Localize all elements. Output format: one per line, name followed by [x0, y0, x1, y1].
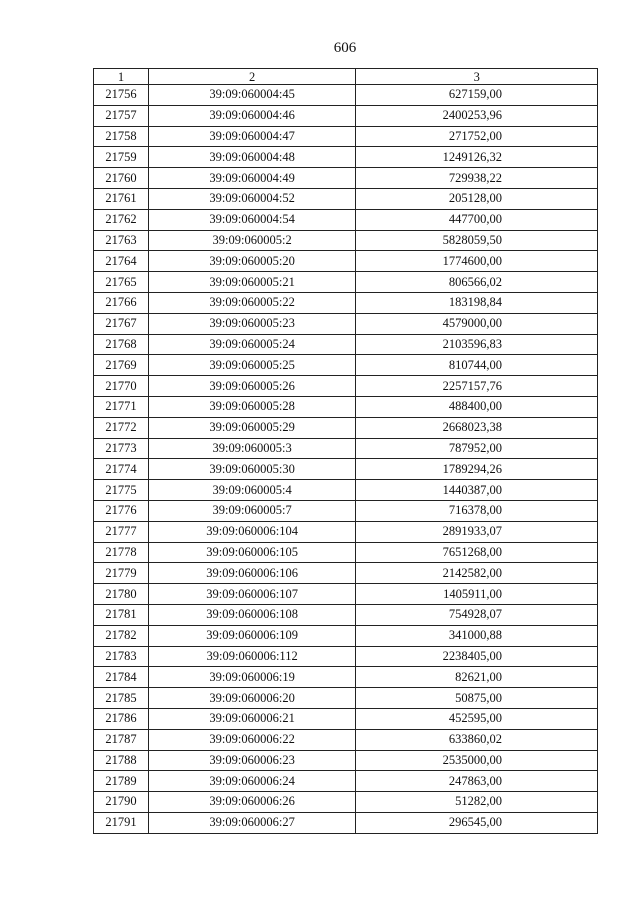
cadastral-number-cell: 39:09:060004:48	[148, 147, 355, 168]
cadastral-number-cell: 39:09:060004:46	[148, 105, 355, 126]
table-row	[94, 168, 598, 189]
value-cell: 2535000,00	[356, 750, 598, 771]
row-number-cell: 21787	[94, 729, 149, 750]
value-cell: 1774600,00	[356, 251, 598, 272]
row-number-cell: 21769	[94, 355, 149, 376]
cadastral-number-cell: 39:09:060004:45	[148, 85, 355, 106]
row-number-cell: 21768	[94, 334, 149, 355]
table-row	[94, 251, 598, 272]
row-number-cell: 21775	[94, 480, 149, 501]
row-number-cell: 21778	[94, 542, 149, 563]
table-row	[94, 792, 598, 813]
row-number-cell: 21764	[94, 251, 149, 272]
table-row	[94, 126, 598, 147]
table-row	[94, 708, 598, 729]
table-row	[94, 209, 598, 230]
table-row	[94, 500, 598, 521]
row-number-cell: 21758	[94, 126, 149, 147]
table-row	[94, 355, 598, 376]
cadastral-number-cell: 39:09:060005:28	[148, 396, 355, 417]
cadastral-number-cell: 39:09:060006:26	[148, 792, 355, 813]
value-cell: 633860,02	[356, 729, 598, 750]
table-row	[94, 417, 598, 438]
table-row	[94, 771, 598, 792]
column-header-3: 3	[356, 69, 598, 85]
cadastral-number-cell: 39:09:060006:19	[148, 667, 355, 688]
row-number-cell: 21788	[94, 750, 149, 771]
value-cell: 1405911,00	[356, 584, 598, 605]
table-row	[94, 292, 598, 313]
row-number-cell: 21759	[94, 147, 149, 168]
cadastral-number-cell: 39:09:060005:3	[148, 438, 355, 459]
row-number-cell: 21766	[94, 292, 149, 313]
value-cell: 488400,00	[356, 396, 598, 417]
table-row	[94, 604, 598, 625]
table-row	[94, 438, 598, 459]
cadastral-number-cell: 39:09:060004:54	[148, 209, 355, 230]
value-cell: 50875,00	[356, 688, 598, 709]
cadastral-number-cell: 39:09:060006:105	[148, 542, 355, 563]
column-header-1: 1	[94, 69, 149, 85]
table-row	[94, 334, 598, 355]
value-cell: 7651268,00	[356, 542, 598, 563]
row-number-cell: 21791	[94, 812, 149, 833]
row-number-cell: 21784	[94, 667, 149, 688]
column-header-2: 2	[148, 69, 355, 85]
table-row	[94, 729, 598, 750]
value-cell: 296545,00	[356, 812, 598, 833]
table-row	[94, 147, 598, 168]
table-row	[94, 667, 598, 688]
cadastral-number-cell: 39:09:060005:25	[148, 355, 355, 376]
cadastral-number-cell: 39:09:060004:49	[148, 168, 355, 189]
cadastral-number-cell: 39:09:060005:24	[148, 334, 355, 355]
value-cell: 2891933,07	[356, 521, 598, 542]
value-cell: 754928,07	[356, 604, 598, 625]
value-cell: 810744,00	[356, 355, 598, 376]
cadastral-number-cell: 39:09:060006:22	[148, 729, 355, 750]
row-number-cell: 21762	[94, 209, 149, 230]
cadastral-number-cell: 39:09:060005:21	[148, 272, 355, 293]
row-number-cell: 21780	[94, 584, 149, 605]
table-row	[94, 521, 598, 542]
cadastral-value-table	[93, 68, 598, 834]
cadastral-number-cell: 39:09:060006:112	[148, 646, 355, 667]
table-row	[94, 625, 598, 646]
cadastral-number-cell: 39:09:060006:109	[148, 625, 355, 646]
table-row	[94, 105, 598, 126]
table-row	[94, 459, 598, 480]
table-row	[94, 396, 598, 417]
value-cell: 1440387,00	[356, 480, 598, 501]
cadastral-number-cell: 39:09:060005:29	[148, 417, 355, 438]
table-header-row	[94, 69, 598, 85]
row-number-cell: 21770	[94, 376, 149, 397]
table-row	[94, 750, 598, 771]
table-row	[94, 688, 598, 709]
row-number-cell: 21789	[94, 771, 149, 792]
cadastral-number-cell: 39:09:060006:107	[148, 584, 355, 605]
cadastral-number-cell: 39:09:060005:22	[148, 292, 355, 313]
value-cell: 452595,00	[356, 708, 598, 729]
cadastral-number-cell: 39:09:060006:24	[148, 771, 355, 792]
row-number-cell: 21783	[94, 646, 149, 667]
value-cell: 2103596,83	[356, 334, 598, 355]
value-cell: 2668023,38	[356, 417, 598, 438]
table-row	[94, 646, 598, 667]
cadastral-number-cell: 39:09:060005:2	[148, 230, 355, 251]
cadastral-number-cell: 39:09:060005:26	[148, 376, 355, 397]
cadastral-number-cell: 39:09:060005:23	[148, 313, 355, 334]
table-body	[94, 85, 598, 834]
cadastral-number-cell: 39:09:060006:106	[148, 563, 355, 584]
row-number-cell: 21763	[94, 230, 149, 251]
value-cell: 447700,00	[356, 209, 598, 230]
value-cell: 806566,02	[356, 272, 598, 293]
cadastral-number-cell: 39:09:060005:20	[148, 251, 355, 272]
table-row	[94, 230, 598, 251]
row-number-cell: 21774	[94, 459, 149, 480]
value-cell: 729938,22	[356, 168, 598, 189]
page-number: 606	[333, 40, 357, 56]
value-cell: 341000,88	[356, 625, 598, 646]
row-number-cell: 21757	[94, 105, 149, 126]
row-number-cell: 21756	[94, 85, 149, 106]
table-row	[94, 376, 598, 397]
value-cell: 5828059,50	[356, 230, 598, 251]
row-number-cell: 21781	[94, 604, 149, 625]
value-cell: 2257157,76	[356, 376, 598, 397]
row-number-cell: 21771	[94, 396, 149, 417]
cadastral-number-cell: 39:09:060006:21	[148, 708, 355, 729]
row-number-cell: 21776	[94, 500, 149, 521]
value-cell: 183198,84	[356, 292, 598, 313]
table-row	[94, 542, 598, 563]
cadastral-number-cell: 39:09:060005:7	[148, 500, 355, 521]
value-cell: 2400253,96	[356, 105, 598, 126]
table-row	[94, 85, 598, 106]
table-row	[94, 272, 598, 293]
cadastral-number-cell: 39:09:060005:4	[148, 480, 355, 501]
value-cell: 1249126,32	[356, 147, 598, 168]
row-number-cell: 21777	[94, 521, 149, 542]
row-number-cell: 21760	[94, 168, 149, 189]
value-cell: 627159,00	[356, 85, 598, 106]
row-number-cell: 21786	[94, 708, 149, 729]
table-row	[94, 584, 598, 605]
cadastral-number-cell: 39:09:060005:30	[148, 459, 355, 480]
row-number-cell: 21772	[94, 417, 149, 438]
value-cell: 247863,00	[356, 771, 598, 792]
value-cell: 205128,00	[356, 188, 598, 209]
value-cell: 787952,00	[356, 438, 598, 459]
cadastral-number-cell: 39:09:060006:27	[148, 812, 355, 833]
row-number-cell: 21767	[94, 313, 149, 334]
value-cell: 271752,00	[356, 126, 598, 147]
row-number-cell: 21765	[94, 272, 149, 293]
table-row	[94, 480, 598, 501]
table-row	[94, 313, 598, 334]
table-row	[94, 812, 598, 833]
row-number-cell: 21779	[94, 563, 149, 584]
cadastral-number-cell: 39:09:060006:108	[148, 604, 355, 625]
row-number-cell: 21773	[94, 438, 149, 459]
value-cell: 82621,00	[356, 667, 598, 688]
cadastral-number-cell: 39:09:060006:23	[148, 750, 355, 771]
table-row	[94, 188, 598, 209]
value-cell: 1789294,26	[356, 459, 598, 480]
cadastral-number-cell: 39:09:060004:47	[148, 126, 355, 147]
row-number-cell: 21761	[94, 188, 149, 209]
row-number-cell: 21790	[94, 792, 149, 813]
cadastral-number-cell: 39:09:060004:52	[148, 188, 355, 209]
cadastral-number-cell: 39:09:060006:20	[148, 688, 355, 709]
cadastral-number-cell: 39:09:060006:104	[148, 521, 355, 542]
value-cell: 716378,00	[356, 500, 598, 521]
value-cell: 2238405,00	[356, 646, 598, 667]
row-number-cell: 21782	[94, 625, 149, 646]
row-number-cell: 21785	[94, 688, 149, 709]
table-row	[94, 563, 598, 584]
value-cell: 51282,00	[356, 792, 598, 813]
value-cell: 4579000,00	[356, 313, 598, 334]
value-cell: 2142582,00	[356, 563, 598, 584]
